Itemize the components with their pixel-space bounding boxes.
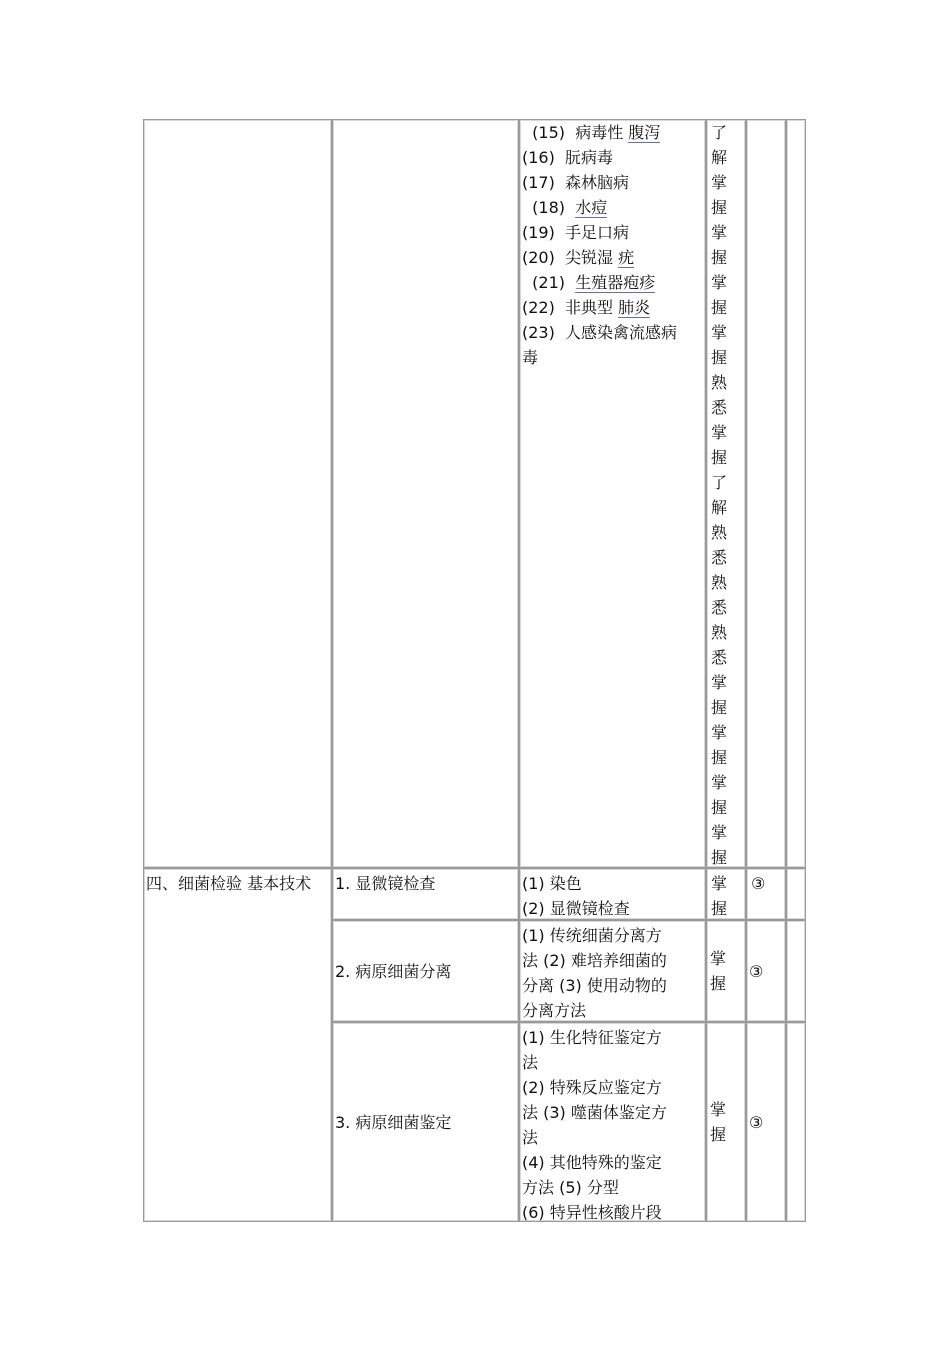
top-content-link-term[interactable]: 水痘 — [575, 198, 608, 217]
top-content-link-term[interactable]: 疣 — [618, 248, 635, 267]
row3-level-cell — [706, 1022, 746, 1222]
row2-content-line: 法 (2) 难培养细菌的 — [522, 951, 667, 970]
top-content-link-term[interactable]: 生殖器疱疹 — [575, 273, 656, 292]
level-char: 熟 — [711, 573, 728, 592]
level-char: 握 — [710, 1125, 727, 1144]
top-mark-cell — [746, 119, 786, 868]
top-content-line — [522, 245, 703, 270]
level-char: 握 — [710, 974, 727, 993]
top-content-line — [522, 195, 703, 220]
level-char: 掌 — [711, 723, 728, 742]
row1-level — [711, 871, 733, 921]
level-char: 握 — [711, 298, 728, 317]
top-content-text: (23) 人感染禽流感病 — [522, 323, 678, 342]
row3-content-line: (1) 生化特征鉴定方 — [522, 1028, 662, 1047]
row1-content-line: (2) 显微镜检查 — [522, 899, 630, 918]
row3-content-line: 法 — [522, 1128, 539, 1147]
row1-unit-cell — [332, 868, 519, 920]
top-content-text: (22) 非典型 — [522, 298, 619, 317]
top-extra-cell — [786, 119, 806, 868]
section-title-cell — [143, 868, 332, 1222]
row2-mark: ③ — [749, 961, 764, 981]
row1-mark: ③ — [751, 874, 766, 893]
top-content-text: (16) 朊病毒 — [522, 148, 614, 167]
row2-mark-cell — [746, 920, 786, 1022]
level-char: 掌 — [711, 423, 728, 442]
level-char: 掌 — [711, 773, 728, 792]
level-char: 握 — [711, 698, 728, 717]
row3-unit: 3. 病原细菌鉴定 — [335, 1112, 452, 1132]
section-title: 四、细菌检验 基本技术 — [146, 874, 312, 893]
level-char: 熟 — [711, 623, 728, 642]
level-char: 悉 — [711, 598, 728, 617]
row1-extra-cell — [786, 868, 806, 920]
row3-extra-cell — [786, 1022, 806, 1222]
level-char: 握 — [711, 348, 728, 367]
level-char: 掌 — [711, 874, 728, 893]
level-char: 悉 — [711, 548, 728, 567]
top-content-line — [522, 345, 703, 370]
level-char: 熟 — [711, 373, 728, 392]
level-char: 掌 — [711, 173, 728, 192]
level-char: 掌 — [711, 673, 728, 692]
top-content-text: (19) 手足口病 — [522, 223, 630, 242]
row1-mark-cell — [746, 868, 786, 920]
top-content-link-term[interactable]: 肺炎 — [618, 298, 651, 317]
row2-unit-cell — [332, 920, 519, 1022]
row2-content-line: 分离 (3) 使用动物的 — [522, 976, 667, 995]
row3-level — [707, 1097, 732, 1147]
row2-content-line: 分离方法 — [522, 1001, 587, 1020]
row2-content — [522, 923, 703, 1023]
level-char: 握 — [711, 899, 728, 918]
top-content-line — [522, 120, 703, 145]
row2-level-cell — [706, 920, 746, 1022]
row1-content-line: (1) 染色 — [522, 874, 582, 893]
level-char: 握 — [711, 848, 728, 867]
top-content-line — [522, 270, 703, 295]
row3-content — [522, 1025, 703, 1225]
level-char: 悉 — [711, 648, 728, 667]
level-char: 熟 — [711, 523, 728, 542]
row3-content-cell — [519, 1022, 706, 1222]
row3-content-line: (2) 特殊反应鉴定方 — [522, 1078, 662, 1097]
row3-content-line: (4) 其他特殊的鉴定 — [522, 1153, 662, 1172]
level-char: 掌 — [711, 823, 728, 842]
level-char: 悉 — [711, 398, 728, 417]
row3-content-line: 方法 (5) 分型 — [522, 1178, 619, 1197]
level-char: 握 — [711, 748, 728, 767]
level-char: 解 — [711, 148, 728, 167]
top-content-line — [522, 320, 703, 345]
level-char: 握 — [711, 248, 728, 267]
top-content-text: (15) 病毒性 — [522, 123, 629, 142]
top-content-line — [522, 145, 703, 170]
top-content-line — [522, 220, 703, 245]
row1-level-cell — [706, 868, 746, 920]
level-char: 掌 — [710, 949, 727, 968]
row3-content-line: (6) 特异性核酸片段 — [522, 1203, 662, 1222]
top-content-text: (18) — [522, 198, 576, 217]
top-col1-cell — [143, 119, 332, 868]
top-content-line — [522, 170, 703, 195]
level-char: 掌 — [710, 1100, 727, 1119]
level-char: 了 — [711, 473, 728, 492]
level-char: 握 — [711, 448, 728, 467]
level-char: 解 — [711, 498, 728, 517]
row1-content — [522, 871, 703, 921]
row3-unit-cell — [332, 1022, 519, 1222]
row2-extra-cell — [786, 920, 806, 1022]
row3-content-line: 法 — [522, 1053, 539, 1072]
top-col2-cell — [332, 119, 519, 868]
row1-content-cell — [519, 868, 706, 920]
row3-mark: ③ — [749, 1112, 764, 1132]
level-char: 握 — [711, 198, 728, 217]
top-content-line — [522, 295, 703, 320]
top-content-text: (20) 尖锐湿 — [522, 248, 619, 267]
row3-content-line: 法 (3) 噬菌体鉴定方 — [522, 1103, 667, 1122]
level-char: 握 — [711, 798, 728, 817]
row1-unit: 1. 显微镜检查 — [335, 874, 436, 893]
row3-mark-cell — [746, 1022, 786, 1222]
top-content-cell — [519, 119, 706, 868]
level-char: 了 — [711, 123, 728, 142]
top-level-column — [711, 120, 733, 870]
row2-unit: 2. 病原细菌分离 — [335, 961, 452, 981]
top-content-text: (17) 森林脑病 — [522, 173, 630, 192]
top-content-text: 毒 — [522, 348, 539, 367]
row2-content-line: (1) 传统细菌分离方 — [522, 926, 662, 945]
top-content-text: (21) — [522, 273, 576, 292]
row2-content-cell — [519, 920, 706, 1022]
level-char: 掌 — [711, 223, 728, 242]
top-content-list — [522, 120, 703, 370]
top-content-link-term[interactable]: 腹泻 — [628, 123, 661, 142]
row2-level — [707, 946, 732, 996]
level-char: 掌 — [711, 323, 728, 342]
level-char: 掌 — [711, 273, 728, 292]
top-level-cell — [706, 119, 746, 868]
